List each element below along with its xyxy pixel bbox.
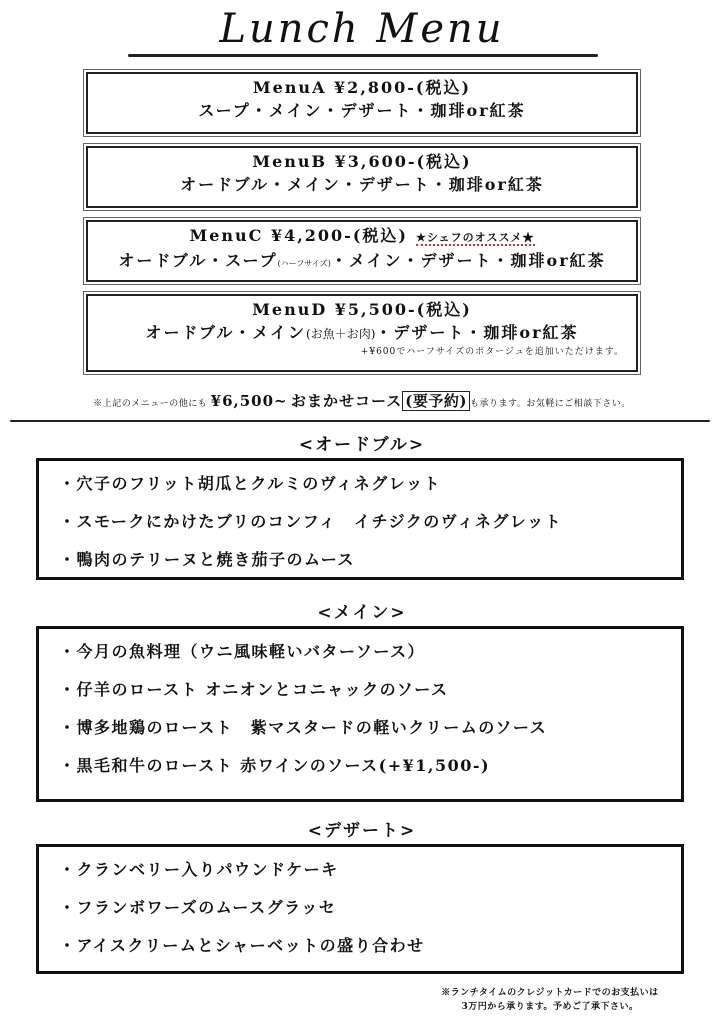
menu-a-courses: スープ・メイン・デザート・珈琲or紅茶 — [198, 101, 526, 120]
menu-c-courses-b: ・メイン・デザート・珈琲or紅茶 — [330, 251, 606, 270]
menu-c-name: MenuC ¥4,200-(税込) — [189, 226, 408, 245]
section-title-hors-doeuvre: <オードブル> — [298, 435, 426, 455]
menu-d-courses-b: ・デザート・珈琲or紅茶 — [375, 323, 579, 342]
omakase-course: おまかせコース — [291, 392, 403, 410]
menu-d-name: MenuD ¥5,500-(税込) — [252, 300, 472, 319]
list-item: ・アイスクリームとシャーベットの盛り合わせ — [59, 936, 425, 955]
section-title-dessert: <デザート> — [307, 821, 417, 841]
section-title-main: <メイン> — [317, 603, 407, 623]
menu-b-box — [86, 146, 638, 208]
title-brush-stroke — [128, 54, 598, 57]
list-item: ・黒毛和牛のロースト 赤ワインのソース(+¥1,500-) — [59, 756, 491, 775]
divider-brush-stroke — [10, 420, 710, 422]
omakase-reserve: (要予約) — [402, 391, 470, 411]
menu-a-box — [86, 72, 638, 134]
list-item: ・仔羊のロースト オニオンとコニャックのソース — [59, 680, 449, 699]
menu-c-half-size: (ハーフサイズ) — [277, 259, 331, 268]
menu-a-name: MenuA ¥2,800-(税込) — [252, 78, 472, 97]
menu-d-box — [86, 294, 638, 372]
menu-c-courses — [88, 249, 636, 276]
credit-card-footnote — [400, 986, 700, 1014]
list-item: ・博多地鶏のロースト 紫マスタードの軽いクリームのソース — [59, 718, 548, 737]
page-title: Lunch Menu — [219, 6, 505, 52]
list-item: ・フランボワーズのムースグラッセ — [59, 898, 337, 917]
menu-c-box — [86, 220, 638, 282]
list-item: ・クランベリー入りパウンドケーキ — [59, 860, 339, 879]
omakase-suffix: も承ります。お気軽にご相談下さい。 — [469, 399, 631, 409]
menu-c-courses-a: オードブル・スープ — [118, 251, 278, 270]
footnote-line-2: 3万円から承ります。予めご了承下さい。 — [461, 1002, 639, 1012]
omakase-price: ¥6,500~ — [210, 392, 288, 410]
footnote-line-1: ※ランチタイムのクレジットカードでのお支払いは — [441, 988, 659, 998]
menu-d-courses-a: オードブル・メイン — [145, 323, 307, 342]
menu-c-header — [88, 225, 636, 249]
list-item: ・鴨肉のテリーヌと焼き茄子のムース — [59, 550, 355, 569]
omakase-note — [0, 390, 724, 411]
menu-d-fish-meat: (お魚＋お肉) — [306, 327, 376, 341]
menu-d-courses — [88, 321, 636, 346]
chef-recommend-badge: ★シェフのオススメ★ — [415, 231, 535, 244]
dessert-list — [36, 844, 684, 974]
menu-b-name: MenuB ¥3,600-(税込) — [252, 152, 472, 171]
list-item: ・今月の魚料理（ウニ風味軽いバターソース） — [59, 642, 426, 661]
hors-doeuvre-list — [36, 458, 684, 580]
main-list — [36, 626, 684, 802]
omakase-prefix: ※上記のメニューの他にも — [93, 399, 208, 409]
list-item: ・スモークにかけたブリのコンフィ イチジクのヴィネグレット — [59, 512, 563, 531]
menu-d-potage-note: +¥600でハーフサイズのポタージュを追加いただけます。 — [360, 347, 624, 357]
menu-b-courses: オードブル・メイン・デザート・珈琲or紅茶 — [180, 175, 544, 194]
list-item: ・穴子のフリット胡瓜とクルミのヴィネグレット — [59, 474, 442, 493]
